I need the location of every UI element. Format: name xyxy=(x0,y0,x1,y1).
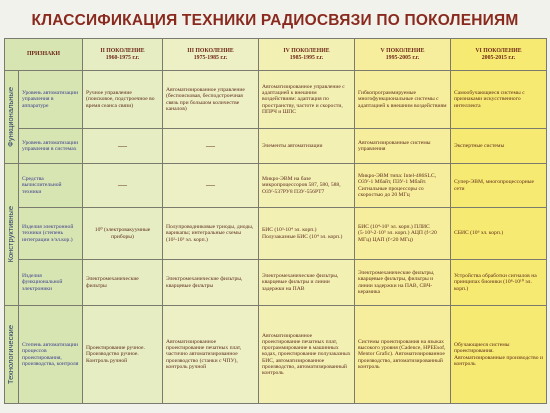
table-cell: Электромеханические фильтры xyxy=(83,260,163,306)
table-cell: Экспертные системы xyxy=(451,129,547,164)
group-constructive: Конструктивные xyxy=(5,164,19,306)
classification-table xyxy=(4,38,547,404)
table-cell: БИС (10⁴-10⁵ эл. корп.) ПЛИС (5·10³-2·10⁵ эл. корп.) АЦП (f<20 МГц) ЦАП (f<20 МГц) xyxy=(355,208,451,260)
header-signs: ПРИЗНАКИ xyxy=(5,39,83,71)
table-cell: 10⁰ (электровакуумные приборы) xyxy=(83,208,163,260)
row-sign: Изделия электронной техники (степень интеграции э/эл.кор.) xyxy=(19,208,83,260)
table-cell: Микро-ЭВМ на базе микропроцессоров 587, 580, 588, ОЗУ-537РУ8 ПЗУ-556РТ7 xyxy=(259,164,355,208)
table-row xyxy=(5,260,547,306)
table-cell: Гибкопрограммируемые многофункциональные системы с адаптацией к внешним воздействиям xyxy=(355,71,451,129)
table-cell: Самообучающиеся системы с признаками искусственного интеллекта xyxy=(451,71,547,129)
row-sign: Изделия функциональной электроники xyxy=(19,260,83,306)
table-cell: Полупроводниковые триоды, диоды, варикапы; интегральные схемы (10²-10³ эл. корп.) xyxy=(163,208,259,260)
table-cell: Микро-ЭВМ типа: Intel-486SLC, ОЗУ-1 Мбайт, ПЗУ-1 Мбайт. Сигнальные процессоры со скоростью до 20 МГц xyxy=(355,164,451,208)
row-sign: Степень автоматизации процессов проектирования, производства, контроля xyxy=(19,306,83,404)
table-cell: БИС (10³-10⁴ эл. корп.) Полузаказные БИС (10⁴ эл. корп.) xyxy=(259,208,355,260)
table-row xyxy=(5,306,547,404)
group-functional: Функциональные xyxy=(5,71,19,164)
table-row xyxy=(5,129,547,164)
table-row xyxy=(5,208,547,260)
table-cell: Обучающиеся системы проектирования. Автоматизированные производство и контроль xyxy=(451,306,547,404)
header-row xyxy=(5,39,547,71)
header-gen-4: IV ПОКОЛЕНИЕ 1985-1995 г.г. xyxy=(259,39,355,71)
table-row xyxy=(5,164,547,208)
table-cell: Электромеханические фильтры, кварцевые фильтры, фильтры и линии задержки на ПАВ, СВЧ-керамика xyxy=(355,260,451,306)
table-cell: Ручное управление (поисковое, подстроечное во время сеанса связи) xyxy=(83,71,163,129)
table-cell: Супер-ЭВМ, многопроцессорные сети xyxy=(451,164,547,208)
table-cell: Проектирование ручное. Производство ручное. Контроль ручной xyxy=(83,306,163,404)
row-sign: Средства вычислительной техники xyxy=(19,164,83,208)
table-cell: Автоматизированное управление с адаптацией к внешним воздействиям: адаптация по пространству, частоте и скорости, ППРЧ и ШПС xyxy=(259,71,355,129)
table-cell: — xyxy=(163,129,259,164)
header-gen-2: II ПОКОЛЕНИЕ 1960-1975 г.г. xyxy=(83,39,163,71)
table-cell: Автоматизированное проектирование печатных плат, программирование в машинных кодах, проектирование полузаказных БИС, автоматизированное производство, автоматизированный контроль xyxy=(259,306,355,404)
table-cell: — xyxy=(83,129,163,164)
page-title: КЛАССИФИКАЦИЯ ТЕХНИКИ РАДИОСВЯЗИ ПО ПОКОЛЕНИЯМ xyxy=(31,12,519,29)
table-cell: Элементы автоматизации xyxy=(259,129,355,164)
row-sign: Уровень автоматизации управления в аппаратуре xyxy=(19,71,83,129)
table-row xyxy=(5,71,547,129)
table-cell: — xyxy=(83,164,163,208)
table-cell: Автоматизированные системы управления xyxy=(355,129,451,164)
header-gen-6: VI ПОКОЛЕНИЕ 2005-2015 г.г. xyxy=(451,39,547,71)
table-cell: Автоматизированное проектирование печатных плат, частично автоматизированное производство (станки с ЧПУ), контроль ручной xyxy=(163,306,259,404)
table-cell: СБИС (10⁶ эл. корп.) xyxy=(451,208,547,260)
table-cell: Устройства обработки сигналов на принципах бионики (10⁸-10¹⁰ эл. корп.) xyxy=(451,260,547,306)
row-sign: Уровень автоматизации управления в системах xyxy=(19,129,83,164)
table-cell: Электромеханические фильтры, кварцевые фильтры xyxy=(163,260,259,306)
table-cell: — xyxy=(163,164,259,208)
table-cell: Системы проектирования на языках высокого уровня (Cadence, HPEEsof, Mentor Grafic). Автоматизированное производство, автоматизированный контроль xyxy=(355,306,451,404)
table-cell: Автоматизированное управление (беспоисковая, бесподстроечная связь при большом количестве каналов) xyxy=(163,71,259,129)
header-gen-3: III ПОКОЛЕНИЕ 1975-1985 г.г. xyxy=(163,39,259,71)
group-technological: Технологические xyxy=(5,306,19,404)
table-cell: Электромеханические фильтры, кварцевые фильтры и линии задержки на ПАВ xyxy=(259,260,355,306)
header-gen-5: V ПОКОЛЕНИЕ 1995-2005 г.г. xyxy=(355,39,451,71)
